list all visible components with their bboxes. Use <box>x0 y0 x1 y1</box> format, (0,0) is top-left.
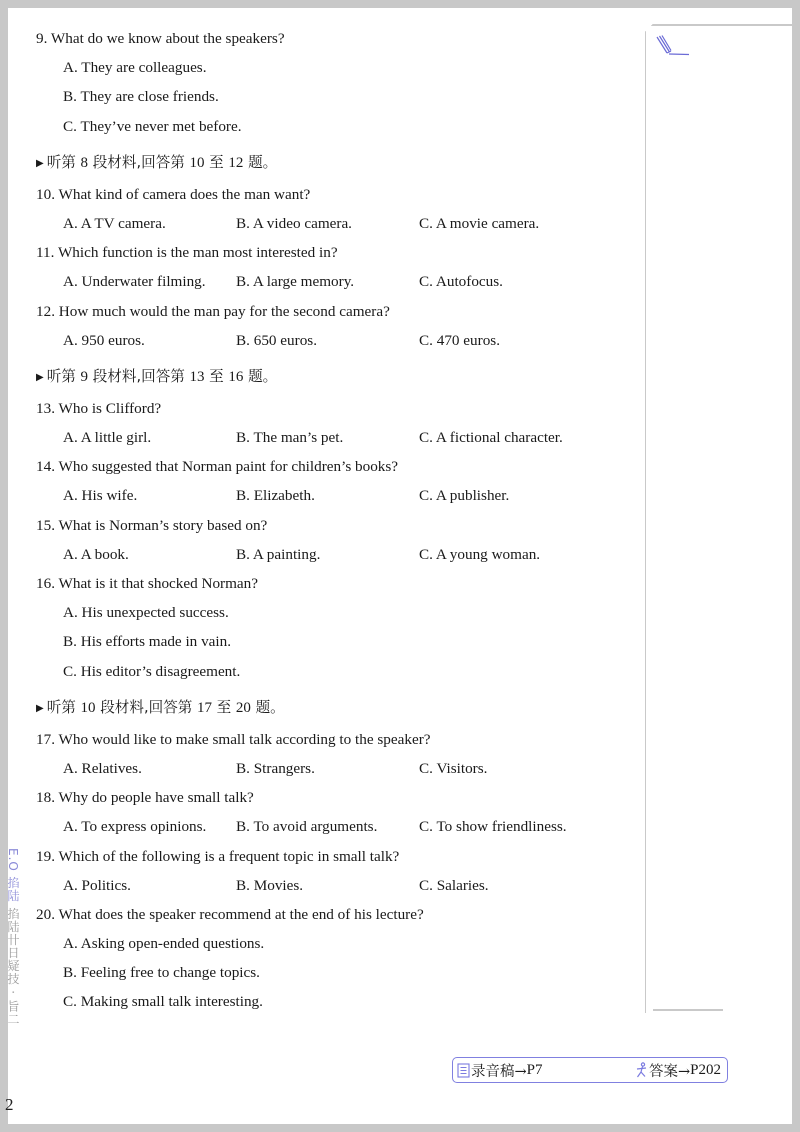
option-a: A. A little girl. <box>63 429 152 447</box>
options-row <box>36 326 636 355</box>
option-a: A. Politics. <box>63 876 131 894</box>
runner-icon <box>635 1062 649 1078</box>
option-b: B. Feeling free to change topics. <box>63 964 260 982</box>
pencil-icon <box>655 35 691 61</box>
option-a: A. His unexpected success. <box>63 604 229 622</box>
triangle-bullet-icon: ▶ <box>36 702 44 714</box>
option-a: A. Relatives. <box>63 759 142 777</box>
question-number: 9. <box>36 30 48 47</box>
question-12: 12. How much would the man pay for the second camera? <box>36 302 390 320</box>
note-panel-corner <box>645 24 653 32</box>
question-19: 19. Which of the following is a frequent topic in small talk? <box>36 847 400 865</box>
option-a: A. Underwater filming. <box>63 273 206 291</box>
transcript-link[interactable]: 录音稿→ P7 <box>457 1060 543 1081</box>
options-row <box>36 812 636 841</box>
options-row <box>36 267 636 296</box>
option-b: B. Strangers. <box>236 759 315 777</box>
option-a: A. His wife. <box>63 487 138 505</box>
options-row <box>36 754 636 783</box>
option-a: A. A book. <box>63 545 129 563</box>
question-13: 13. Who is Clifford? <box>36 399 162 417</box>
triangle-bullet-icon: ▶ <box>36 157 44 169</box>
question-9 <box>36 24 636 53</box>
note-panel[interactable] <box>645 24 793 1013</box>
option-b: B. 650 euros. <box>236 331 317 349</box>
option-c: C. His editor’s disagreement. <box>63 662 241 680</box>
reference-footer <box>452 1057 728 1083</box>
option-b: B. A video camera. <box>236 214 352 232</box>
question-17: 17. Who would like to make small talk according to the speaker? <box>36 730 431 748</box>
section-heading-9: ▶ 听第 9 段材料,回答第 13 至 16 题。 <box>36 367 278 385</box>
answer-link[interactable]: 答案→ P202 <box>635 1060 721 1081</box>
option-b: B. The man’s pet. <box>236 429 344 447</box>
option-b: B. To avoid arguments. <box>236 818 378 836</box>
question-16: 16. What is it that shocked Norman? <box>36 575 259 592</box>
option-c: C. A publisher. <box>419 487 510 505</box>
option-b: B. His efforts made in vain. <box>63 633 232 651</box>
option: B. They are close friends. <box>63 88 219 106</box>
option-a: A. To express opinions. <box>63 818 207 836</box>
questions-content <box>36 24 636 1017</box>
option-c: C. A young woman. <box>419 545 541 563</box>
question-14: 14. Who suggested that Norman paint for children’s books? <box>36 458 399 476</box>
option-b: B. A large memory. <box>236 273 355 291</box>
option-c: C. Salaries. <box>419 876 489 894</box>
option-b: B. Movies. <box>236 876 304 894</box>
options-row <box>36 871 636 900</box>
question-15: 15. What is Norman’s story based on? <box>36 516 268 534</box>
question-20: 20. What does the speaker recommend at the end of his lecture? <box>36 905 424 923</box>
side-vertical-text: E.O 掐陆 掐陆卄日疑技 · 旨二 <box>6 848 20 1026</box>
triangle-bullet-icon: ▶ <box>36 371 44 383</box>
section-heading-10: ▶ 听第 10 段材料,回答第 17 至 20 题。 <box>36 698 285 716</box>
option-c: C. 470 euros. <box>419 331 500 349</box>
question-18: 18. Why do people have small talk? <box>36 789 254 807</box>
options-row <box>36 423 636 452</box>
option-c: C. Autofocus. <box>419 273 503 291</box>
question-text: What do we know about the speakers? <box>50 30 285 47</box>
option-c: C. To show friendliness. <box>419 818 567 836</box>
option: A. They are colleagues. <box>63 59 207 77</box>
question-10: 10. What kind of camera does the man want? <box>36 185 311 203</box>
option-a: A. Asking open-ended questions. <box>63 935 265 953</box>
option-b: B. A painting. <box>236 545 321 563</box>
note-panel-bottom-border <box>653 1009 723 1011</box>
options-row <box>36 481 636 510</box>
option-c: C. A fictional character. <box>419 429 563 447</box>
question-11: 11. Which function is the man most interested in? <box>36 244 338 262</box>
option-a: A. 950 euros. <box>63 331 145 349</box>
option: C. They’ve never met before. <box>63 117 242 135</box>
page-number: 2 <box>5 1095 14 1114</box>
option-c: C. A movie camera. <box>419 214 540 232</box>
option-c: C. Visitors. <box>419 759 488 777</box>
options-row <box>36 209 636 238</box>
document-icon <box>457 1063 471 1078</box>
section-heading-8: ▶ 听第 8 段材料,回答第 10 至 12 题。 <box>36 153 278 171</box>
option-c: C. Making small talk interesting. <box>63 993 263 1011</box>
options-row <box>36 540 636 569</box>
option-b: B. Elizabeth. <box>236 487 315 505</box>
option-a: A. A TV camera. <box>63 214 166 232</box>
